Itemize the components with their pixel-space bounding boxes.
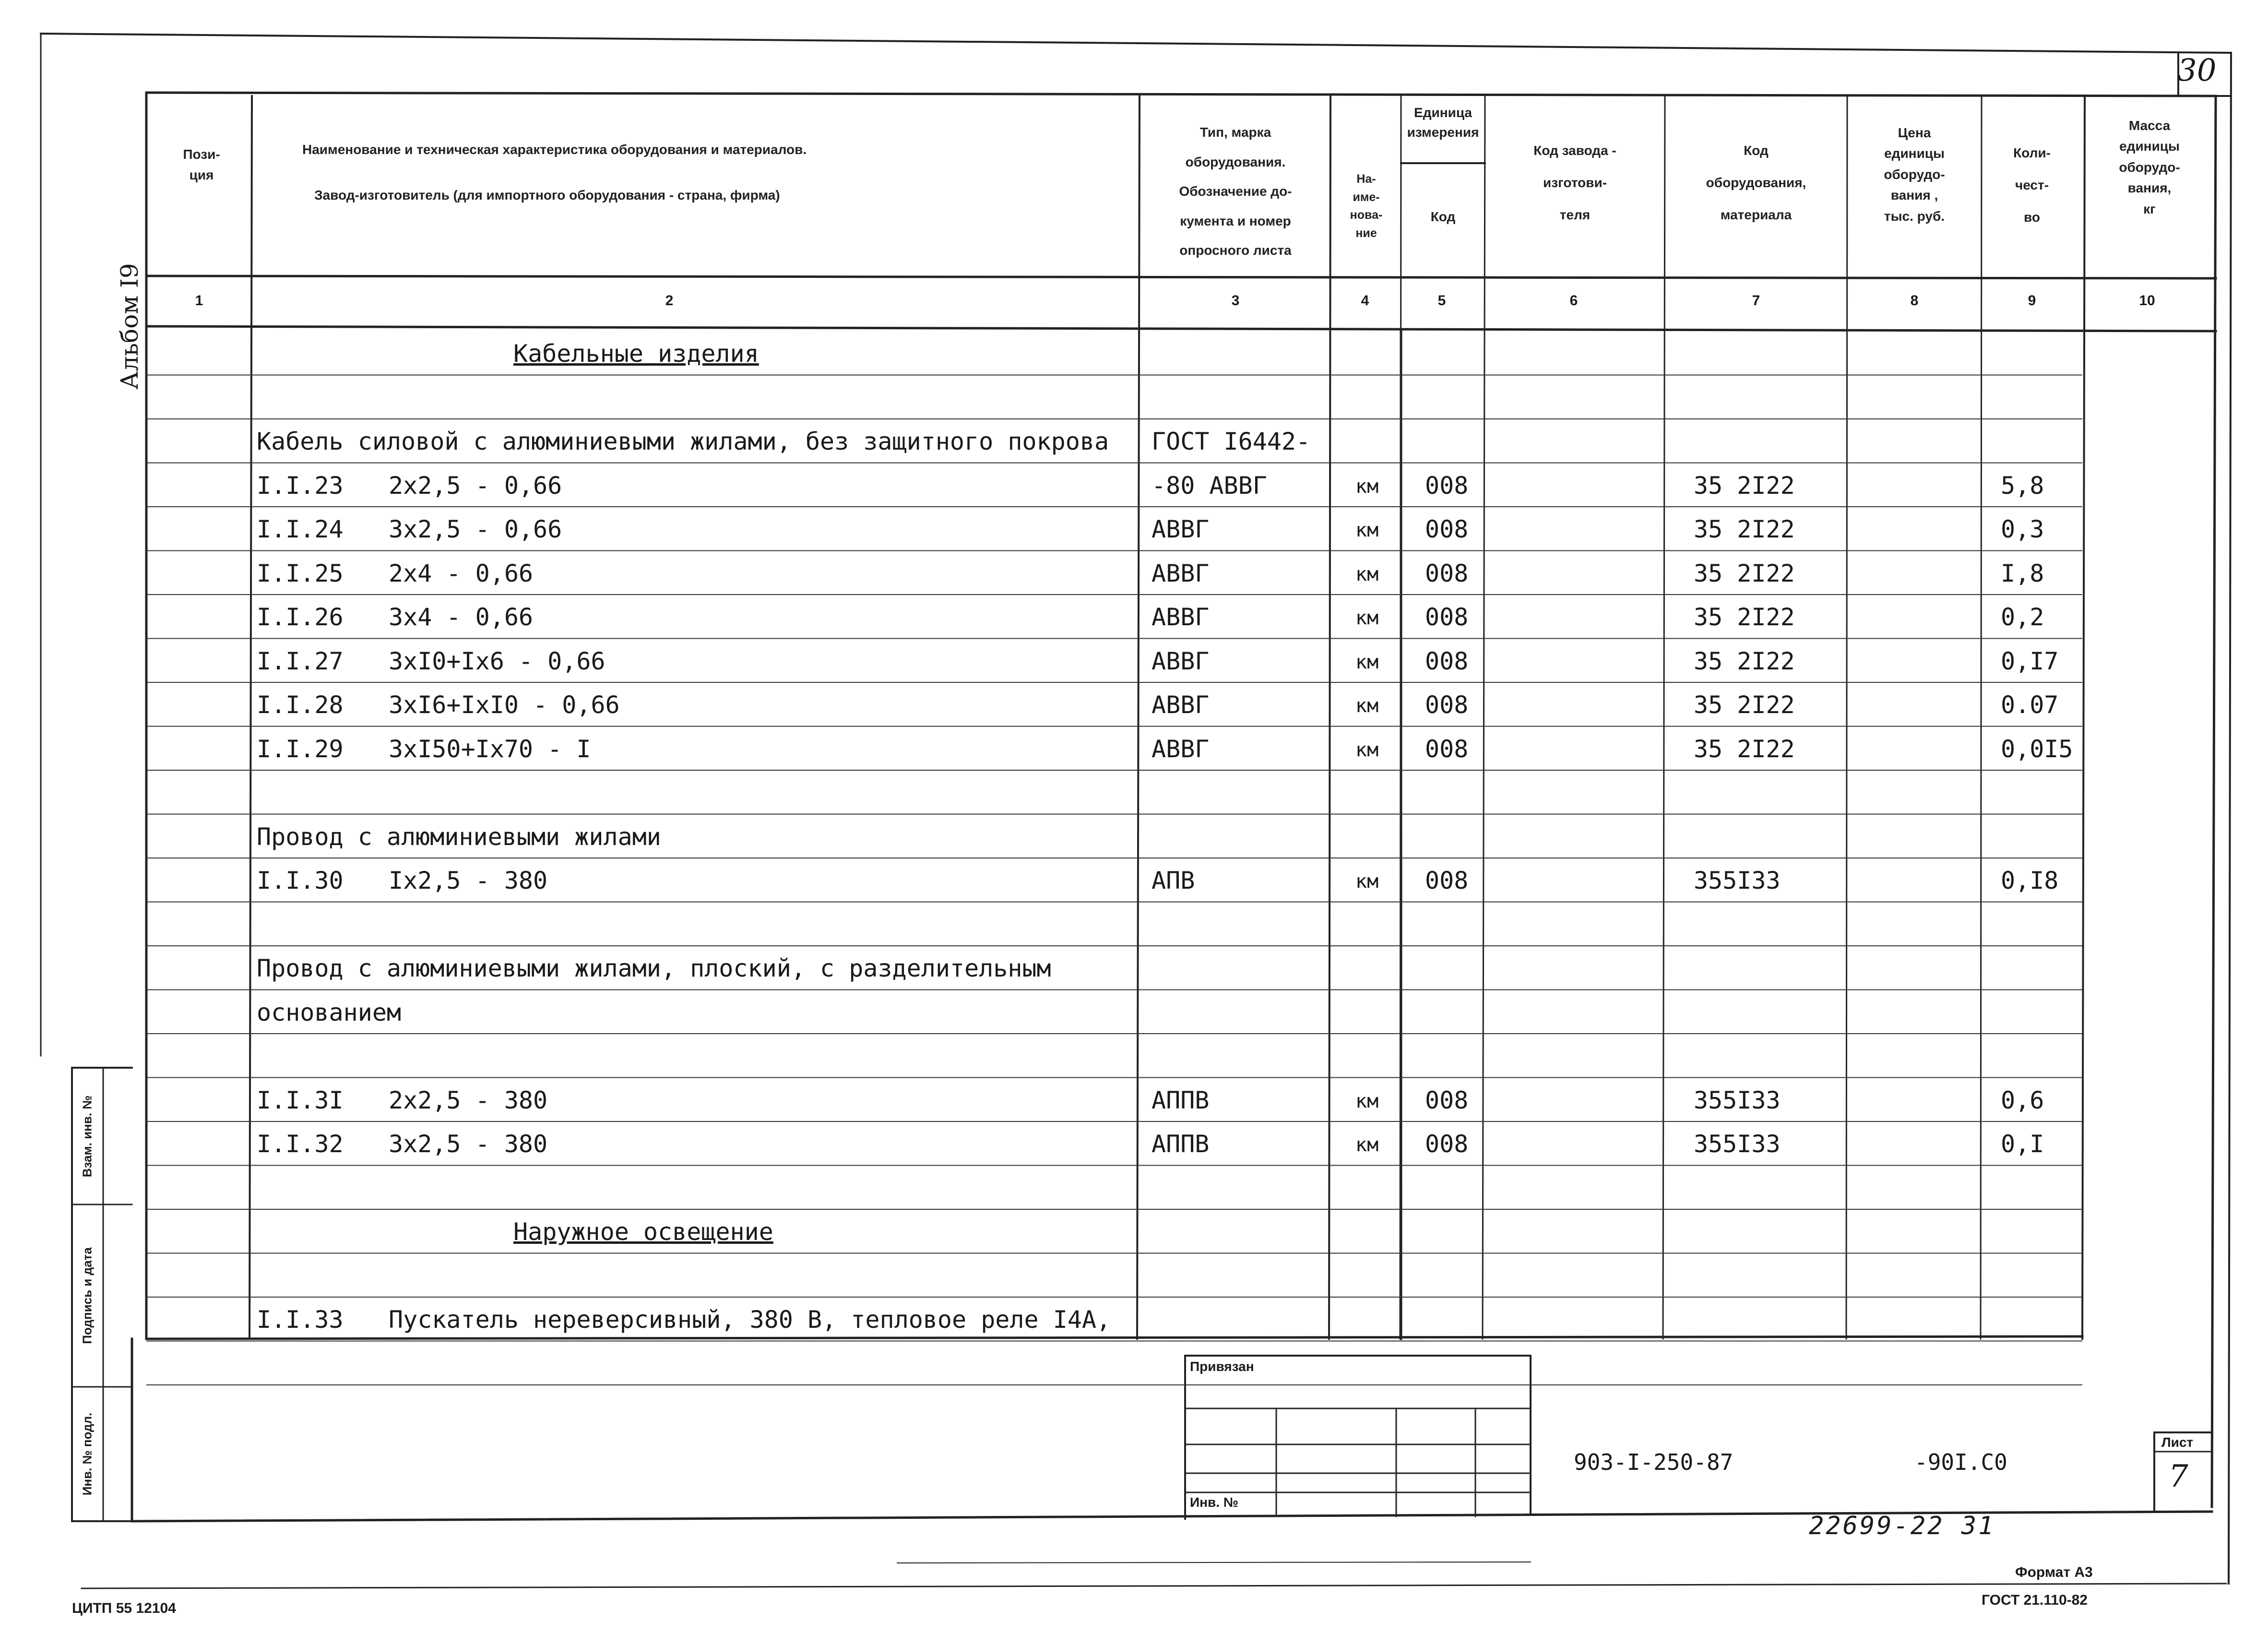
type-cell: АВВГ [1152, 559, 1210, 587]
material-code-cell: 35 2I22 [1694, 603, 1795, 631]
unit-code-cell: 008 [1425, 603, 1469, 631]
album-label: Альбом I9 [116, 263, 143, 390]
position-cell: I.I.26 [257, 603, 344, 631]
name-cell: Ix2,5 - 380 [389, 867, 548, 894]
name-cell: Провод с алюминиевыми жилами [257, 822, 661, 851]
quantity-cell: 0,I7 [2001, 647, 2059, 675]
type-cell: АВВГ [1152, 691, 1210, 719]
header-position: Пози- ция [183, 147, 220, 183]
table-row [0, 902, 2268, 946]
name-cell: Пускатель нереверсивный, 380 В, тепловое реле I4А, [389, 1306, 1111, 1334]
unit-code-cell: 008 [1425, 515, 1469, 543]
type-cell: АВВГ [1152, 735, 1210, 763]
column-number-6: 6 [1569, 293, 1578, 309]
unit-name-cell: км [1355, 1090, 1379, 1112]
name-cell: 2x4 - 0,66 [389, 559, 534, 587]
position-cell: I.I.24 [257, 515, 344, 543]
replacement-inventory-label: Взам. инв. № [80, 1095, 95, 1178]
table-row [0, 1166, 2268, 1210]
column-number-5: 5 [1437, 293, 1446, 309]
column-number-9: 9 [2028, 293, 2036, 309]
table-row [0, 375, 2268, 419]
format-label: Формат А3 [2015, 1564, 2093, 1580]
quantity-cell: 5,8 [2001, 471, 2044, 500]
name-cell: 3x2,5 - 0,66 [389, 515, 562, 543]
type-cell: АВВГ [1152, 603, 1210, 631]
header-unit-name: На- име- нова- ние [1350, 172, 1383, 240]
type-cell: АПВ [1152, 867, 1195, 894]
position-cell: I.I.3I [257, 1086, 344, 1114]
table-row [0, 727, 2268, 771]
signature-date-label: Подпись и дата [80, 1247, 95, 1344]
material-code-cell: 35 2I22 [1694, 559, 1795, 587]
original-inventory-label: Инв. № подл. [80, 1412, 95, 1496]
name-cell: 3x4 - 0,66 [389, 603, 534, 631]
name-cell: 3x2,5 - 380 [389, 1130, 548, 1158]
column-number-3: 3 [1231, 293, 1240, 309]
quantity-cell: 0.07 [2001, 691, 2059, 719]
table-row [0, 639, 2268, 683]
unit-code-cell: 008 [1425, 691, 1469, 719]
unit-name-cell: км [1355, 695, 1379, 717]
type-cell: АППВ [1152, 1130, 1210, 1158]
table-row [0, 814, 2268, 858]
header-name-line1: Наименование и техническая характеристика оборудования и материалов. [302, 142, 807, 157]
table-row [0, 946, 2268, 990]
table-row [0, 1121, 2268, 1166]
table-row [0, 551, 2268, 595]
header-name-line2: Завод-изготовитель (для импортного оборудования - страна, фирма) [314, 188, 780, 203]
table-row [0, 858, 2268, 902]
position-cell: I.I.32 [257, 1130, 344, 1158]
header-quantity: Коли- чест- во [2013, 145, 2051, 225]
quantity-cell: 0,3 [2001, 515, 2044, 543]
table-row [0, 1297, 2268, 1341]
sheet-number: 7 [2169, 1459, 2188, 1494]
quantity-cell: 0,6 [2001, 1086, 2044, 1114]
table-row [0, 419, 2268, 463]
unit-code-cell: 008 [1425, 471, 1469, 500]
gost-label: ГОСТ 21.110-82 [1982, 1592, 2088, 1608]
table-row [0, 595, 2268, 639]
material-code-cell: 35 2I22 [1694, 471, 1795, 500]
table-row [0, 507, 2268, 551]
name-cell: Кабель силовой с алюминиевыми жилами, без защитного покрова [257, 428, 1109, 455]
unit-name-cell: км [1355, 475, 1379, 498]
unit-name-cell: км [1355, 519, 1379, 541]
material-code-cell: 35 2I22 [1694, 515, 1795, 543]
column-number-8: 8 [1910, 293, 1919, 309]
position-cell: I.I.30 [257, 867, 344, 894]
quantity-cell: 0,I [2001, 1130, 2044, 1158]
column-number-7: 7 [1752, 293, 1760, 309]
page-number: 30 [2177, 53, 2217, 88]
table-row [0, 1253, 2268, 1298]
stamp-attached-label: Привязан [1190, 1359, 1254, 1374]
name-cell: основанием [257, 998, 402, 1026]
ciitp-label: ЦИТП 55 12104 [72, 1600, 176, 1616]
name-cell: 2x2,5 - 0,66 [389, 471, 562, 500]
name-cell: 3xI6+IxI0 - 0,66 [389, 691, 620, 719]
type-cell: -80 АВВГ [1152, 471, 1267, 500]
header-factory-code: Код завода - изготови- теля [1533, 143, 1616, 223]
unit-name-cell: км [1355, 1134, 1379, 1156]
position-cell: I.I.28 [257, 691, 344, 719]
quantity-cell: 0,I8 [2001, 867, 2059, 894]
header-unit-group: Единица измерения [1407, 105, 1479, 140]
position-cell: I.I.29 [257, 735, 344, 763]
type-cell: ГОСТ I6442- [1152, 428, 1311, 455]
document-suffix: -90I.C0 [1914, 1449, 2007, 1475]
document-code: 903-I-250-87 [1574, 1449, 1734, 1475]
unit-code-cell: 008 [1425, 1086, 1469, 1114]
position-cell: I.I.33 [257, 1306, 344, 1334]
quantity-cell: 0,0I5 [2001, 735, 2073, 763]
stamp-inventory-label: Инв. № [1190, 1495, 1239, 1510]
header-type: Тип, марка оборудования. Обозначение до- кумента и номер опросного листа [1179, 125, 1292, 258]
column-number-4: 4 [1361, 293, 1369, 309]
unit-name-cell: км [1355, 651, 1379, 673]
table-row [0, 331, 2268, 375]
unit-name-cell: км [1355, 739, 1379, 761]
table-row [0, 770, 2268, 814]
unit-code-cell: 008 [1425, 559, 1469, 587]
name-cell: 3xI0+Ix6 - 0,66 [389, 647, 606, 675]
unit-name-cell: км [1355, 563, 1379, 585]
material-code-cell: 35 2I22 [1694, 691, 1795, 719]
name-cell: Наружное освещение [513, 1218, 773, 1246]
table-row [0, 1034, 2268, 1078]
table-row [0, 463, 2268, 507]
material-code-cell: 35 2I22 [1694, 735, 1795, 763]
name-cell: 3xI50+Ix70 - I [389, 735, 591, 763]
type-cell: АВВГ [1152, 647, 1210, 675]
material-code-cell: 355I33 [1694, 1086, 1781, 1114]
header-material-code: Код оборудования, материала [1706, 143, 1806, 223]
position-cell: I.I.23 [257, 471, 344, 500]
material-code-cell: 355I33 [1694, 1130, 1781, 1158]
name-cell: 2x2,5 - 380 [389, 1086, 548, 1114]
position-cell: I.I.25 [257, 559, 344, 587]
name-cell: Провод с алюминиевыми жилами, плоский, с разделительным [257, 954, 1051, 982]
unit-code-cell: 008 [1425, 1130, 1469, 1158]
quantity-cell: I,8 [2001, 559, 2044, 587]
unit-name-cell: км [1355, 870, 1379, 893]
table-row [0, 1341, 2268, 1385]
header-unit-code: Код [1430, 209, 1456, 224]
material-code-cell: 35 2I22 [1694, 647, 1795, 675]
table-row [0, 1209, 2268, 1253]
name-cell: Кабельные изделия [513, 340, 759, 368]
unit-code-cell: 008 [1425, 647, 1469, 675]
unit-name-cell: км [1355, 607, 1379, 629]
material-code-cell: 355I33 [1694, 867, 1781, 894]
column-number-2: 2 [665, 293, 674, 309]
unit-code-cell: 008 [1425, 735, 1469, 763]
column-number-1: 1 [195, 293, 203, 309]
column-number-10: 10 [2139, 293, 2155, 309]
quantity-cell: 0,2 [2001, 603, 2044, 631]
table-row [0, 682, 2268, 727]
document-reference: 22699-22 31 [1809, 1512, 1995, 1540]
type-cell: АВВГ [1152, 515, 1210, 543]
sheet-label: Лист [2161, 1435, 2194, 1450]
position-cell: I.I.27 [257, 647, 344, 675]
unit-code-cell: 008 [1425, 867, 1469, 894]
type-cell: АППВ [1152, 1086, 1210, 1114]
table-row [0, 990, 2268, 1034]
header-mass: Масса единицы оборудо- вания, кг [2119, 118, 2180, 216]
table-row [0, 1078, 2268, 1122]
header-price: Цена единицы оборудо- вания , тыс. руб. [1884, 125, 1945, 224]
